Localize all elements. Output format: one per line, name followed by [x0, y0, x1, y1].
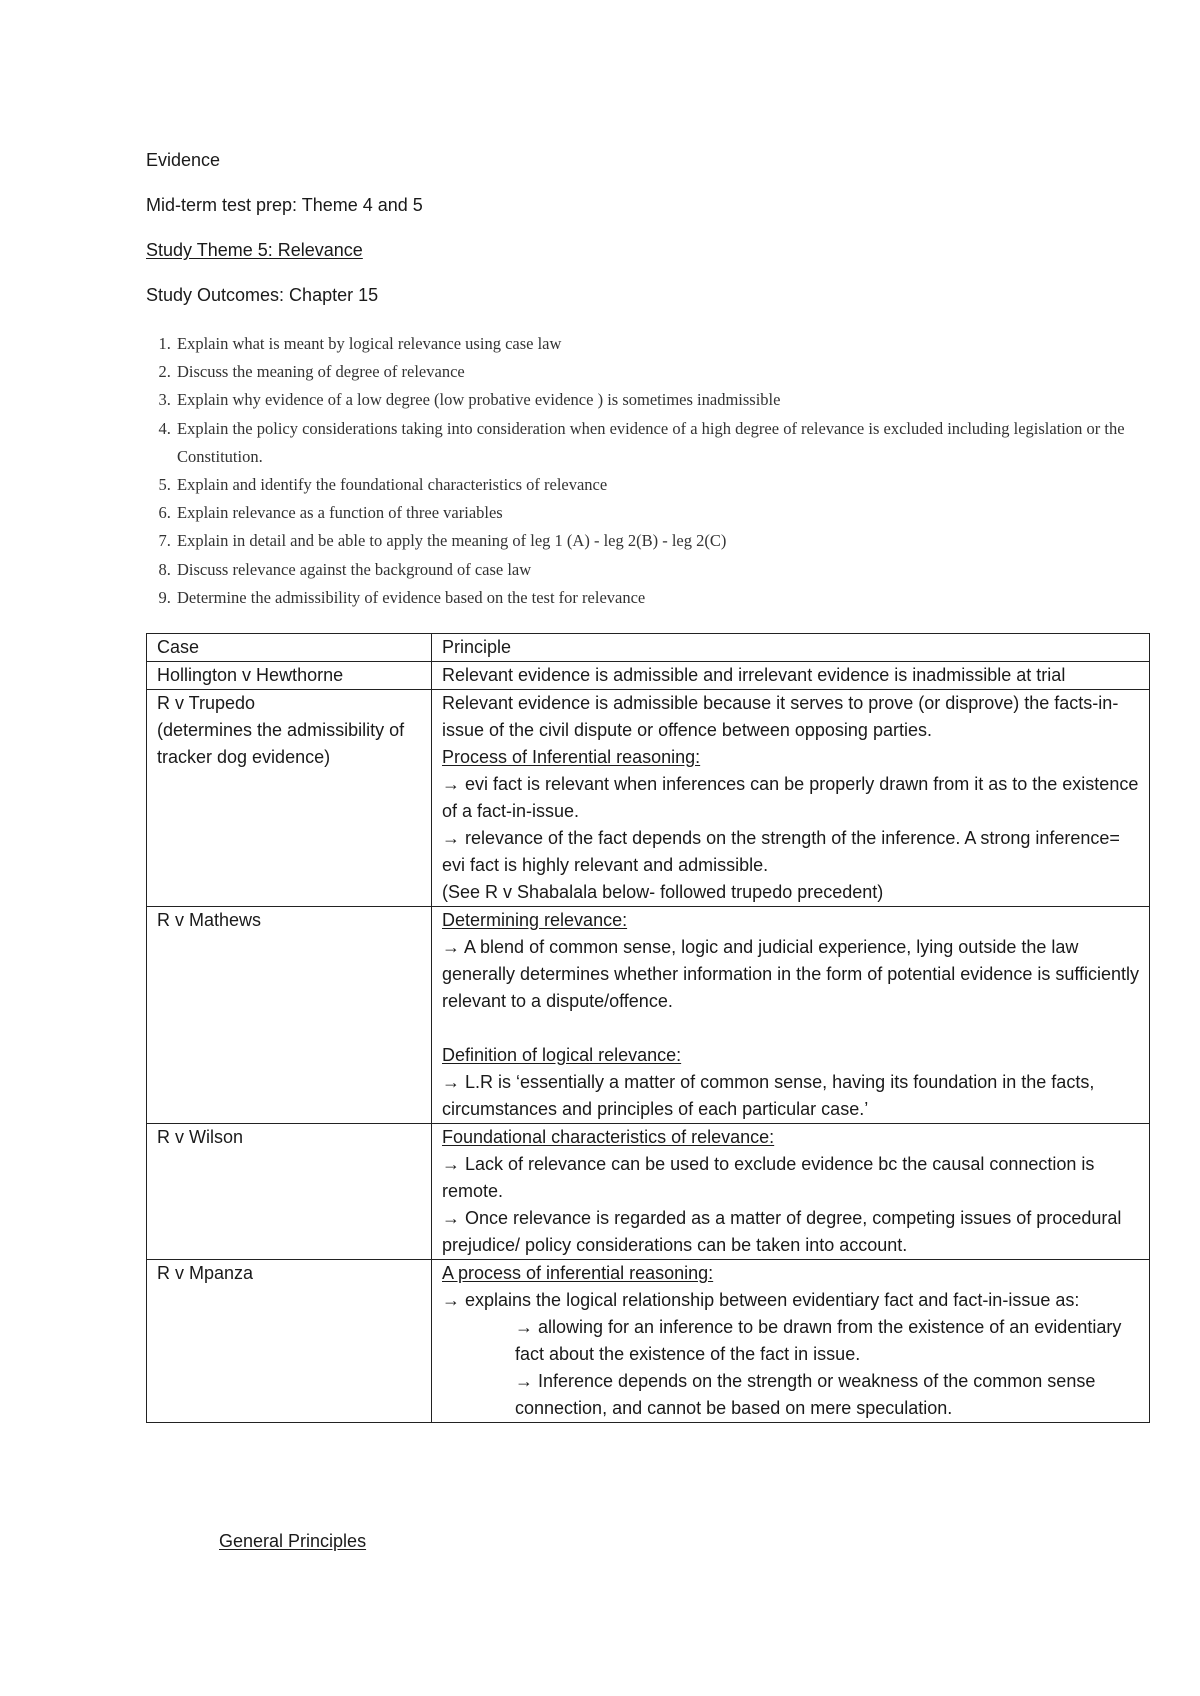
general-principles-heading: General Principles — [219, 1531, 367, 1551]
case-cell — [147, 1260, 432, 1423]
case-name: R v Trupedo — [157, 693, 256, 713]
study-theme-heading: Study Theme 5: Relevance — [146, 240, 363, 260]
case-principle-table — [146, 633, 1150, 1423]
principle-subpoint: → Inference depends on the strength or weakness of the common sense connection, and cannot be based on mere speculation. — [515, 1371, 1096, 1418]
doc-subtitle: Mid-term test prep: Theme 4 and 5 — [146, 195, 423, 215]
study-outcomes-list — [158, 330, 1155, 612]
case-cell — [147, 690, 432, 907]
outcome-item: 3. Explain why evidence of a low degree (low probative evidence ) is sometimes inadmissible — [175, 386, 1155, 414]
principle-subheading: Process of Inferential reasoning: — [442, 747, 701, 767]
principle-point: → relevance of the fact depends on the strength of the inference. A strong inference= evi fact is highly relevant and admissible. — [442, 828, 1120, 875]
principle-text: Relevant evidence is admissible and irrelevant evidence is inadmissible at trial — [442, 665, 1066, 685]
principle-cell — [432, 690, 1150, 907]
principle-note: (See R v Shabalala below- followed trupedo precedent) — [442, 882, 884, 902]
outcome-item: 8. Discuss relevance against the background of case law — [175, 556, 1155, 584]
principle-point: → A blend of common sense, logic and judicial experience, lying outside the law generally determines whether information in the form of potential evidence is sufficiently relevant to a dispute/offence. — [442, 937, 1140, 1011]
table-row — [147, 907, 1150, 1124]
principle-subheading: A process of inferential reasoning: — [442, 1263, 714, 1283]
case-note: (determines the admissibility of tracker dog evidence) — [157, 720, 405, 767]
table-row — [147, 1124, 1150, 1260]
principle-subpoint: → allowing for an inference to be drawn from the existence of an evidentiary fact about the existence of the fact in issue. — [515, 1317, 1122, 1364]
header-case: Case — [147, 634, 432, 662]
principle-subheading: Determining relevance: — [442, 910, 628, 930]
principle-point: → Once relevance is regarded as a matter of degree, competing issues of procedural prejudice/ policy considerations can be taken into account. — [442, 1208, 1122, 1255]
case-cell — [147, 907, 432, 1124]
case-cell — [147, 1124, 432, 1260]
outcome-item: 6. Explain relevance as a function of three variables — [175, 499, 1155, 527]
table-row — [147, 690, 1150, 907]
outcome-item: 1. Explain what is meant by logical relevance using case law — [175, 330, 1155, 358]
principle-cell — [432, 662, 1150, 690]
case-name: R v Mpanza — [157, 1263, 254, 1283]
principle-cell — [432, 1260, 1150, 1423]
outcome-item: 9. Determine the admissibility of evidence based on the test for relevance — [175, 584, 1155, 612]
outcome-item: 4. Explain the policy considerations taking into consideration when evidence of a high degree of relevance is excluded including legislation or the Constitution. — [175, 415, 1155, 471]
principle-point: → explains the logical relationship between evidentiary fact and fact-in-issue as: — [442, 1290, 1080, 1310]
principle-subheading: Definition of logical relevance: — [442, 1045, 682, 1065]
case-name: R v Mathews — [157, 910, 262, 930]
outcome-item: 2. Discuss the meaning of degree of relevance — [175, 358, 1155, 386]
case-name: R v Wilson — [157, 1127, 244, 1147]
case-name: Hollington v Hewthorne — [157, 665, 344, 685]
principle-point: → L.R is ‘essentially a matter of common sense, having its foundation in the facts, circumstances and principles of each particular case.’ — [442, 1072, 1095, 1119]
outcome-item: 7. Explain in detail and be able to apply the meaning of leg 1 (A) - leg 2(B) - leg 2(C) — [175, 527, 1155, 555]
case-cell — [147, 662, 432, 690]
table-row — [147, 662, 1150, 690]
principle-spacer — [442, 1015, 1141, 1042]
table-row — [147, 1260, 1150, 1423]
doc-title: Evidence — [146, 150, 221, 170]
header-principle: Principle — [432, 634, 1150, 662]
principle-cell — [432, 1124, 1150, 1260]
study-outcomes-heading: Study Outcomes: Chapter 15 — [146, 285, 379, 305]
principle-subheading: Foundational characteristics of relevance: — [442, 1127, 775, 1147]
principle-point: → evi fact is relevant when inferences can be properly drawn from it as to the existence of a fact-in-issue. — [442, 774, 1139, 821]
principle-point: → Lack of relevance can be used to exclude evidence bc the causal connection is remote. — [442, 1154, 1095, 1201]
table-header-row — [147, 634, 1150, 662]
principle-cell — [432, 907, 1150, 1124]
outcome-item: 5. Explain and identify the foundational characteristics of relevance — [175, 471, 1155, 499]
principle-text: Relevant evidence is admissible because it serves to prove (or disprove) the facts-in-issue of the civil dispute or offence between opposing parties. — [442, 693, 1119, 740]
